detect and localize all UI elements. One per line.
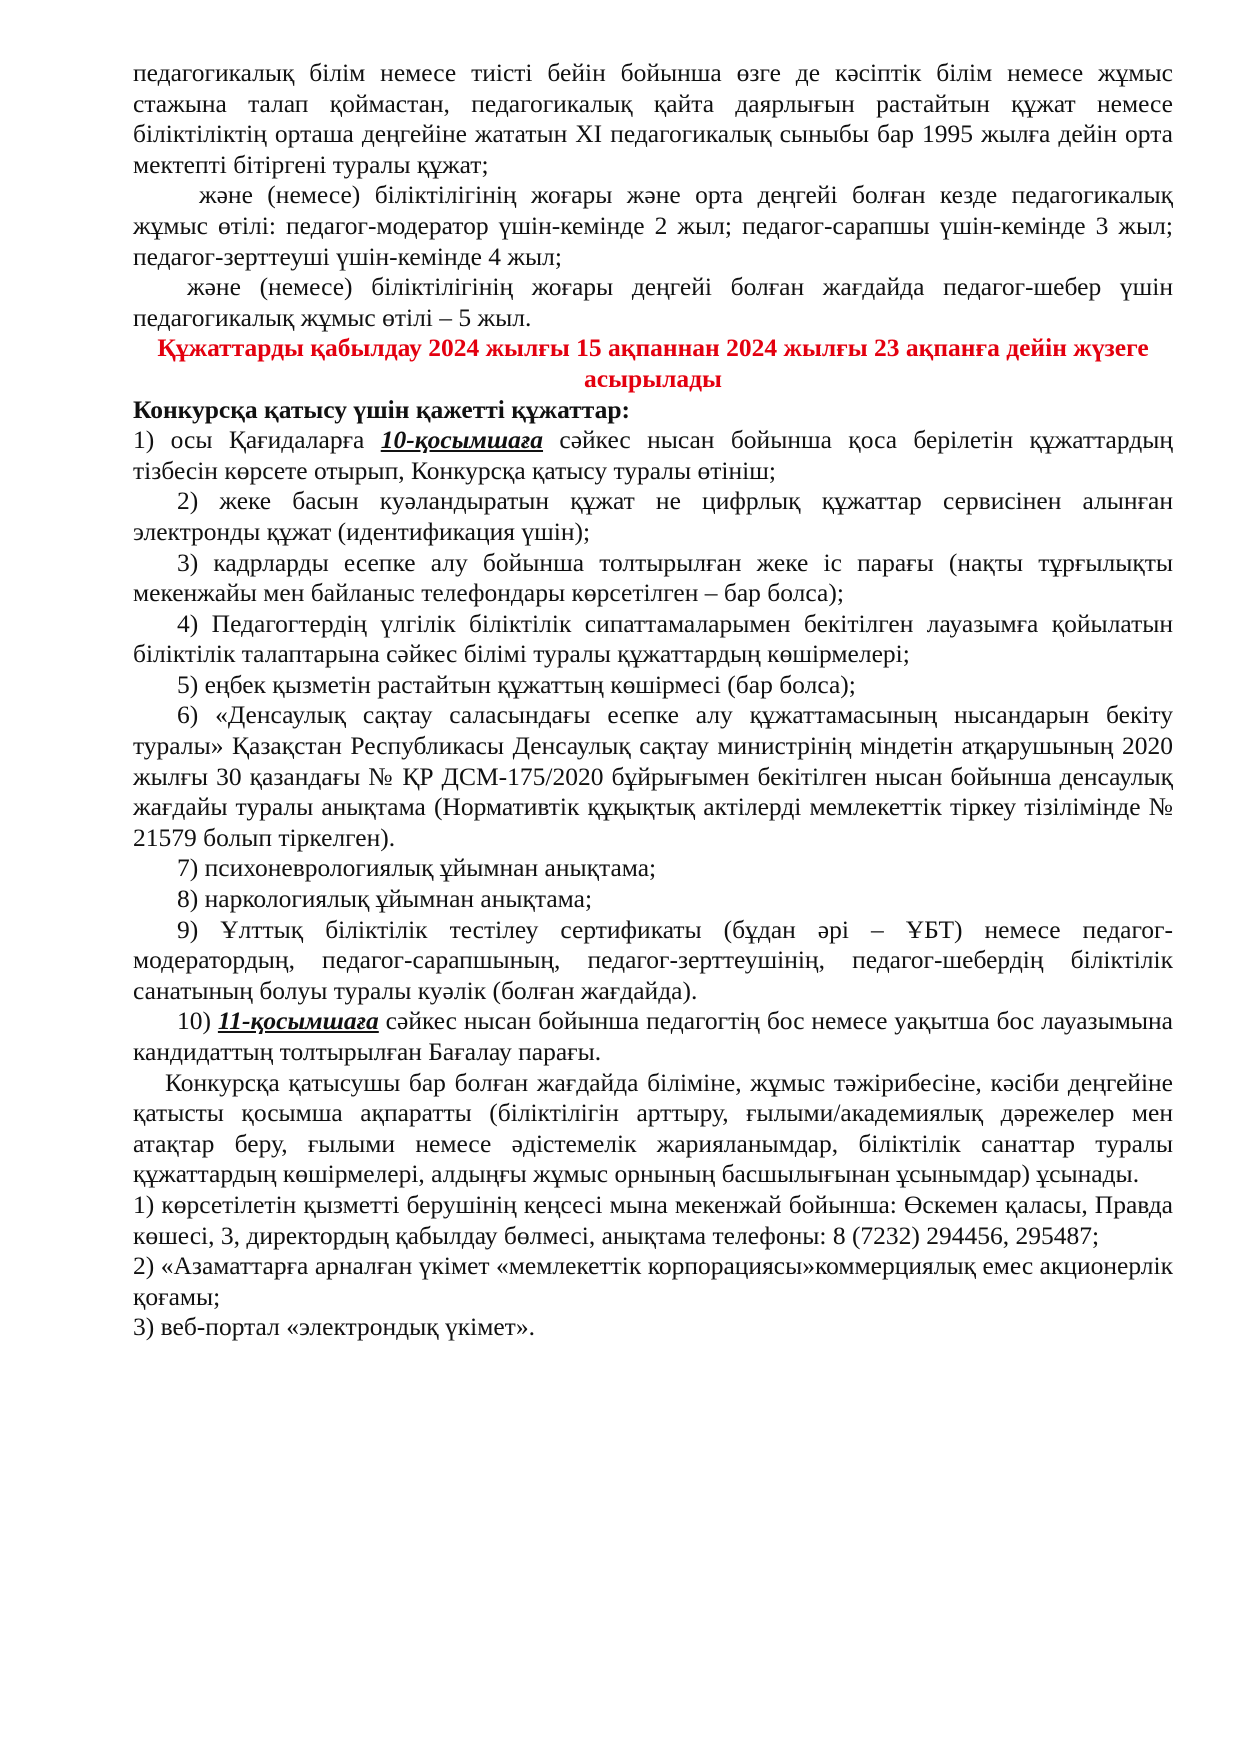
document-item-6: 6) «Денсаулық сақтау саласындағы есепке алу құжаттамасының нысандарын бекіту туралы» Қазақстан Республикасы Денсаулық сақтау министрінің міндетін атқарушының 2020 жылғы 30 қазандағы № ҚР ДСМ-175/2020 бұйрығымен бекітілген нысан бойынша денсаулық жағдайы туралы анықтама (Нормативтік құқықтық актілерді мемлекеттік тіркеу тізілімінде № 21579 болып тіркелген).: [133, 700, 1173, 852]
document-item-10: [133, 1006, 1173, 1067]
document-item-8: 8) наркологиялық ұйымнан анықтама;: [177, 884, 593, 914]
annex-10-link[interactable]: 10-қосымшаға: [380, 425, 544, 455]
document-item-4: 4) Педагогтердің үлгілік біліктілік сипаттамаларымен бекітілген лауазымға қойылатын біліктілік талаптарына сәйкес білімі туралы құжаттардың көшірмелері;: [133, 608, 1173, 669]
intro-paragraph-2: және (немесе) біліктілігінің жоғары және орта деңгейі болған кезде педагогикалық жұмыс өтілі: педагог-модератор үшін-кемінде 2 жыл; педагог-сарапшы үшін-кемінде 3 жыл; педагог-зерттеуші үшін-кемінде 4 жыл;: [133, 180, 1173, 271]
document-item-1-prefix: 1) осы Қағидаларға: [133, 425, 381, 455]
document-item-10-suffix: сәйкес нысан бойынша педагогтің бос немесе уақытша бос лауазымына кандидаттың толтырылған Бағалау парағы.: [133, 1006, 1173, 1066]
document-item-10-prefix: 10): [177, 1006, 218, 1036]
document-item-1: [133, 425, 1173, 486]
document-item-1-suffix: сәйкес нысан бойынша қоса берілетін құжаттардың тізбесін көрсете отырып, Конкурсқа қатысу туралы өтініш;: [133, 425, 1173, 485]
submission-item-3: 3) веб-портал «электрондық үкімет».: [133, 1312, 535, 1342]
annex-11-link[interactable]: 11-қосымшаға: [217, 1006, 379, 1036]
document-item-9: 9) Ұлттық біліктілік тестілеу сертификаты (бұдан әрі – ҰБТ) немесе педагог-модератордың, педагог-сарапшының, педагог-зерттеушінің, педагог-шебердің біліктілік санатының болуы туралы куәлік (болған жағдайда).: [133, 914, 1173, 1005]
document-item-5: 5) еңбек қызметін растайтын құжаттың көшірмесі (бар болса);: [177, 669, 856, 699]
deadline-heading: Құжаттарды қабылдау 2024 жылғы 15 ақпаннан 2024 жылғы 23 ақпанға дейін жүзеге асырылады: [157, 333, 1149, 393]
document-item-7: 7) психоневрологиялық ұйымнан анықтама;: [177, 853, 657, 883]
intro-paragraph-3: және (немесе) біліктілігінің жоғары деңгейі болған жағдайда педагог-шебер үшін педагогикалық жұмыс өтілі – 5 жыл.: [133, 272, 1173, 332]
document-page: [133, 58, 1173, 1343]
additional-info-paragraph: Конкурсқа қатысушы бар болған жағдайда біліміне, жұмыс тәжірибесіне, кәсіби деңгейіне қатысты қосымша ақпаратты (біліктілігін арттыру, ғылыми/академиялық дәрежелер мен атақтар беру, ғылыми немесе әдістемелік жарияланымдар, біліктілік санаттар туралы құжаттардың көшірмелері, алдыңғы жұмыс орнының басшылығынан ұсынымдар) ұсынады.: [133, 1067, 1173, 1189]
document-item-2: 2) жеке басын куәландыратын құжат не цифрлық құжаттар сервисінен алынған электронды құжат (идентификация үшін);: [133, 486, 1173, 546]
submission-item-1: 1) көрсетілетін қызметті берушінің кеңсесі мына мекенжай бойынша: Өскемен қаласы, Правда көшесі, 3, директордың қабылдау бөлмесі, анықтама телефоны: 8 (7232) 294456, 295487;: [133, 1189, 1173, 1250]
document-item-3: 3) кадрларды есепке алу бойынша толтырылған жеке іс парағы (нақты тұрғылықты мекенжайы мен байланыс телефондары көрсетілген – бар болса);: [133, 547, 1173, 608]
documents-heading: Конкурсқа қатысу үшін қажетті құжаттар:: [133, 394, 631, 424]
intro-paragraph-1: педагогикалық білім немесе тиісті бейін бойынша өзге де кәсіптік білім немесе жұмыс стажына талап қоймастан, педагогикалық қайта даярлығын растайтын құжат немесе біліктіліктің орташа деңгейіне жататын XI педагогикалық сыныбы бар 1995 жылға дейін орта мектепті бітіргені туралы құжат;: [133, 58, 1173, 179]
submission-item-2: 2) «Азаматтарға арналған үкімет «мемлекеттік корпорациясы»коммерциялық емес акционерлік қоғамы;: [133, 1251, 1173, 1311]
